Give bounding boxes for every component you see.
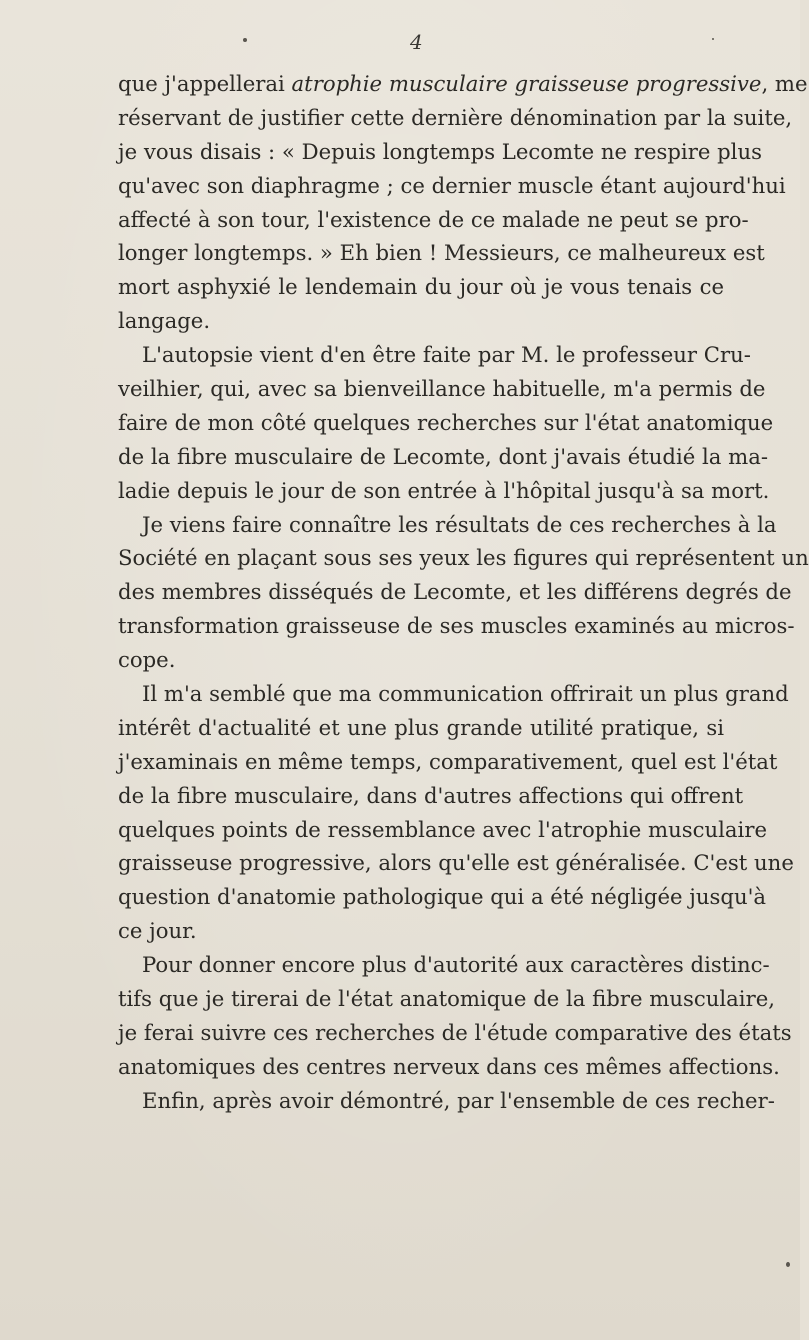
text-line (118, 1050, 780, 1084)
text-line (118, 914, 724, 948)
text-line (118, 846, 794, 880)
text-line (118, 304, 724, 338)
text-line (118, 270, 724, 304)
text-line (118, 135, 762, 169)
text-line (118, 474, 770, 508)
text-line-content: Il m'a semblé que ma communication offrirait un plus grand (142, 681, 789, 707)
text-line (118, 575, 792, 609)
text-line-content: mort asphyxié le lendemain du jour où je vous tenais ce (118, 274, 724, 300)
text-line (118, 101, 793, 135)
text-line-content: de la fibre musculaire, dans d'autres affections qui offrent (118, 782, 744, 808)
text-line (118, 338, 751, 372)
text-line (118, 711, 724, 745)
text-line-content: qu'avec son diaphragme ; ce dernier muscle étant aujourd'hui (118, 172, 786, 198)
text-line-content: anatomiques des centres nerveux dans ces mêmes affections. (118, 1053, 780, 1079)
text-line-content: ce jour. (118, 918, 197, 944)
text-line (118, 982, 775, 1016)
text-line (118, 508, 777, 542)
text-line-content: Pour donner encore plus d'autorité aux caractères distinc- (142, 952, 770, 978)
text-line-content: longer longtemps. » Eh bien ! Messieurs, ce malheureux est (118, 240, 765, 266)
print-speck (243, 38, 247, 42)
text-line-tail: , me (761, 71, 808, 96)
text-line-content: ladie depuis le jour de son entrée à l'hôpital jusqu'à sa mort. (118, 477, 770, 503)
text-line (118, 609, 795, 643)
text-line-content: affecté à son tour, l'existence de ce malade ne peut se pro- (118, 206, 749, 232)
text-line (118, 643, 724, 677)
text-line-content: Société en plaçant sous ses yeux les figures qui représentent un (118, 545, 809, 571)
print-speck (786, 1262, 790, 1267)
page-number: 4 (410, 30, 423, 54)
text-line (118, 813, 767, 847)
text-line-content: Je viens faire connaître les résultats de ces recherches à la (142, 511, 777, 537)
text-line-content: L'autopsie vient d'en être faite par M. le professeur Cru- (142, 342, 751, 368)
text-line-content: transformation graisseuse de ses muscles examinés au micros- (118, 613, 795, 639)
text-line (118, 677, 789, 711)
text-line (118, 948, 770, 982)
print-speck (712, 38, 714, 40)
italic-term: atrophie musculaire graisseuse progressive (291, 71, 762, 96)
text-line-content: question d'anatomie pathologique qui a été négligée jusqu'à (118, 884, 767, 910)
text-line (118, 372, 766, 406)
text-line (118, 236, 765, 270)
text-line (118, 880, 767, 914)
text-line (118, 541, 809, 575)
text-line-content: graisseuse progressive, alors qu'elle est généralisée. C'est une (118, 850, 794, 876)
text-line (118, 406, 774, 440)
text-line (118, 1016, 792, 1050)
text-line-content: Enfin, après avoir démontré, par l'ensemble de ces recher- (142, 1087, 775, 1113)
text-line-content: veilhier, qui, avec sa bienveillance habituelle, m'a permis de (118, 376, 766, 402)
text-line (118, 1084, 775, 1118)
text-line-content: cope. (118, 647, 176, 673)
text-line (118, 203, 749, 237)
text-line (118, 745, 778, 779)
text-line-content: je vous disais : « Depuis longtemps Lecomte ne respire plus (118, 138, 762, 164)
text-line-content: faire de mon côté quelques recherches sur l'état anatomique (118, 409, 774, 435)
text-line-content: je ferai suivre ces recherches de l'étude comparative des états (118, 1019, 792, 1045)
text-line (118, 779, 744, 813)
text-line-content: des membres disséqués de Lecomte, et les différens degrés de (118, 579, 792, 605)
text-line-content: de la fibre musculaire de Lecomte, dont j'avais étudié la ma- (118, 443, 769, 469)
text-line-content: quelques points de ressemblance avec l'atrophie musculaire (118, 816, 767, 842)
text-line-content: réservant de justifier cette dernière dénomination par la suite, (118, 104, 793, 130)
text-line-content: j'examinais en même temps, comparativement, quel est l'état (118, 748, 778, 774)
body-text (118, 67, 809, 1118)
text-line (118, 169, 786, 203)
text-line (118, 67, 808, 101)
text-line-content: intérêt d'actualité et une plus grande utilité pratique, si (118, 714, 724, 740)
text-line (118, 440, 769, 474)
text-line-content: que j'appellerai (118, 71, 292, 96)
text-line-content: tifs que je tirerai de l'état anatomique de la fibre musculaire, (118, 986, 775, 1012)
text-line-content: langage. (118, 308, 211, 334)
